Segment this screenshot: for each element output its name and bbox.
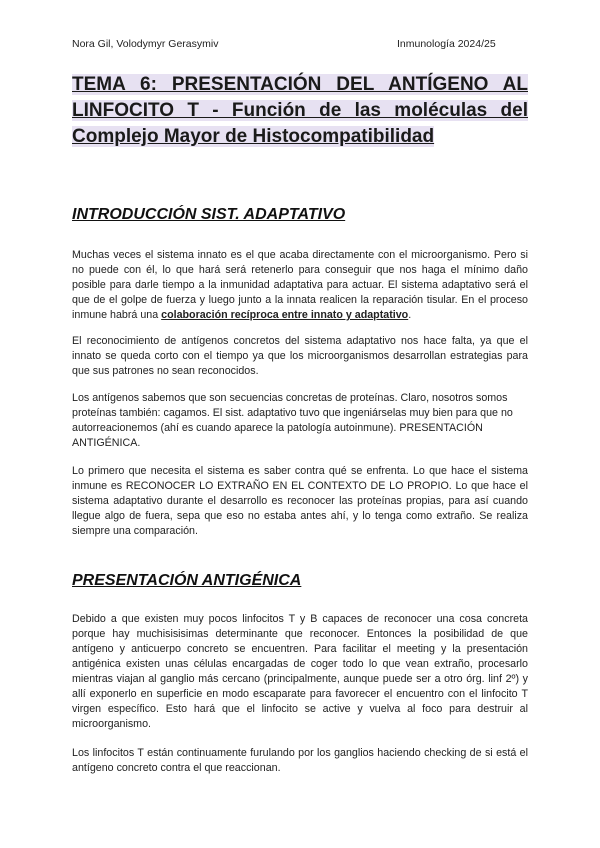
paragraph-6: Los linfocitos T están continuamente furulando por los ganglios haciendo checking de si está el antígeno concreto contra el que reaccionan. [72,747,528,774]
paragraph-1-emphasis: colaboración recíproca entre innato y adaptativo [161,309,409,321]
header-authors: Nora Gil, Volodymyr Gerasymiv [72,38,219,50]
section-heading-presentacion: PRESENTACIÓN ANTIGÉNICA [72,572,302,589]
paragraph-1-text: Muchas veces el sistema innato es el que acaba directamente con el microorganismo. Pero si no puede con él, lo que hará será retenerlo para conseguir que nos haga el mínimo daño posible para darle tiempo a la inmunidad adaptativa para actuar. El sistema adaptativo será el que de el golpe de fuerza y luego junto a la innata realicen la reparación tisular. En el proceso inmune habrá una [72,249,528,321]
paragraph-1 [72,248,528,323]
page-title [72,72,528,150]
paragraph-1-end: . [408,309,412,321]
paragraph-3: Los antígenos sabemos que son secuencias concretas de proteínas. Claro, nosotros somos proteínas también: cagamos. El sist. adaptativo tuvo que ingeniárselas muy bien para que no autorreacionemos (ahí es cuando aparece la patología autoinmune). PRESENTACIÓN ANTIGÉNICA. [72,392,513,449]
paragraph-2: El reconocimiento de antígenos concretos del sistema adaptativo nos hace falta, ya que el innato se queda corto con el tiempo ya que los microorganismos desarrollan estrategias para que sus patrones no sean reconocidos. [72,335,528,377]
paragraph-5: Debido a que existen muy pocos linfocitos T y B capaces de reconocer una cosa concreta porque hay muchisisisimas determinante que reconocer. Entonces la posibilidad de que antígeno y anticuerpo concreto se encuentren. Para facilitar el meeting y la presentación antigénica existen unas células encargadas de coger todo lo que vean extraño, procesarlo mientras viajan al ganglio más cercano (principalmente, aunque puede ser a otro órg. linf 2º) y allí exponerlo en superficie en modo escaparate para favorecer el encuentro con el linfocito T virgen específico. Esto hará que el linfocito se active y vuelva al foco para destruir al microorganismo. [72,613,528,730]
page-title-text: TEMA 6: PRESENTACIÓN DEL ANTÍGENO AL LINFOCITO T - Función de las moléculas del Complejo Mayor de Histocompatibilidad [72,74,528,147]
header-course: Inmunología 2024/25 [397,38,496,50]
section-heading-introduccion: INTRODUCCIÓN SIST. ADAPTATIVO [72,206,346,223]
paragraph-4: Lo primero que necesita el sistema es saber contra qué se enfrenta. Lo que hace el sistema inmune es RECONOCER LO EXTRAÑO EN EL CONTEXTO DE LO PROPIO. Lo que hace el sistema adaptativo durante el desarrollo es reconocer las proteínas propias, para así cuando llegue algo de fuera, sepa que eso no estaba antes ahí, y lo tenga como extraño. Se realiza siempre una comparación. [72,465,528,537]
